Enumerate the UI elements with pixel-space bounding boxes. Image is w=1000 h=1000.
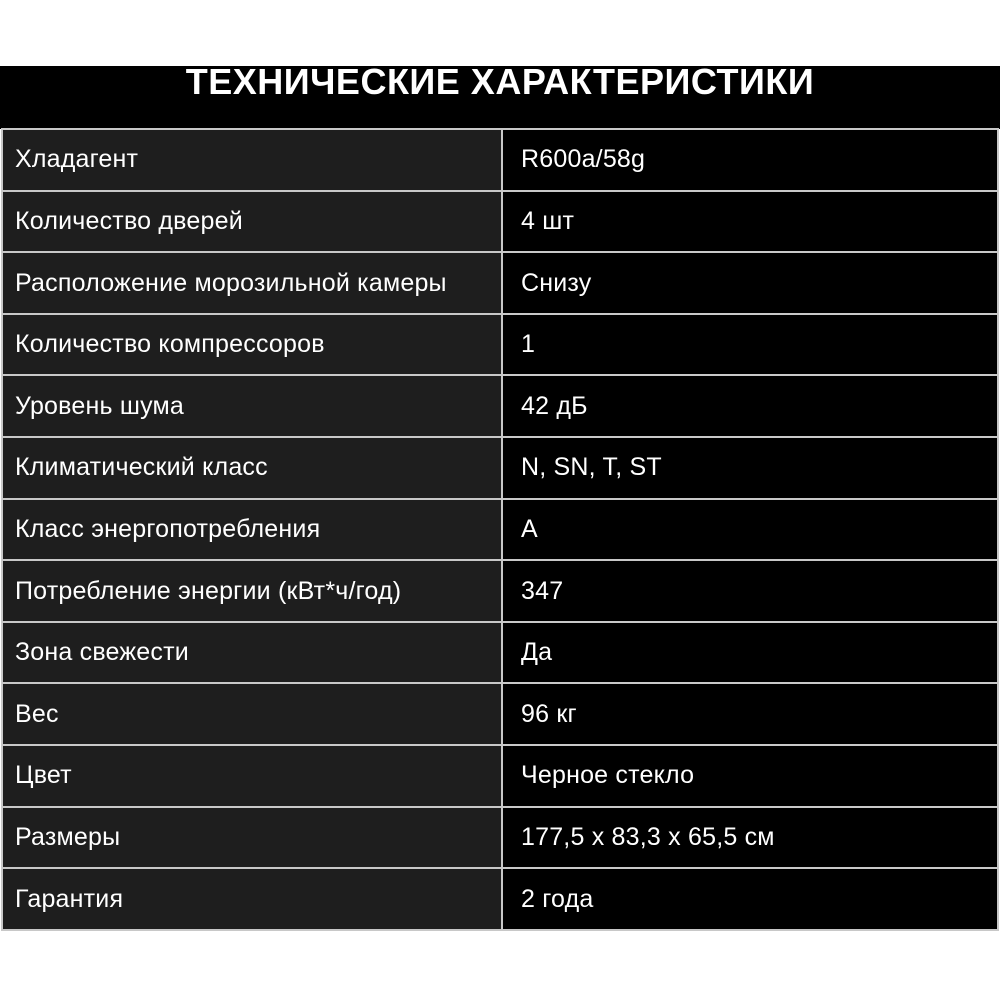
page-title: ТЕХНИЧЕСКИЕ ХАРАКТЕРИСТИКИ	[185, 61, 815, 102]
spec-label: Расположение морозильной камеры	[2, 252, 502, 314]
spec-label: Вес	[2, 683, 502, 745]
spec-value: 96 кг	[502, 683, 998, 745]
spec-label: Размеры	[2, 807, 502, 869]
table-row	[2, 560, 998, 622]
table-row	[2, 622, 998, 684]
spec-value: R600a/58g	[502, 129, 998, 191]
spec-label: Климатический класс	[2, 437, 502, 499]
table-row	[2, 807, 998, 869]
table-row	[2, 375, 998, 437]
table-row	[2, 252, 998, 314]
spec-label: Уровень шума	[2, 375, 502, 437]
spec-label: Хладагент	[2, 129, 502, 191]
table-row	[2, 499, 998, 561]
table-row	[2, 437, 998, 499]
spec-value: Черное стекло	[502, 745, 998, 807]
table-row	[2, 745, 998, 807]
spec-value: 2 года	[502, 868, 998, 930]
bottom-margin	[0, 931, 1000, 1000]
spec-value: 42 дБ	[502, 375, 998, 437]
spec-label: Количество дверей	[2, 191, 502, 253]
spec-label: Цвет	[2, 745, 502, 807]
spec-value: 1	[502, 314, 998, 376]
spec-label: Количество компрессоров	[2, 314, 502, 376]
spec-value: 347	[502, 560, 998, 622]
table-row	[2, 129, 998, 191]
spec-value: Снизу	[502, 252, 998, 314]
spec-label: Гарантия	[2, 868, 502, 930]
table-row	[2, 683, 998, 745]
table-row	[2, 191, 998, 253]
spec-value: 177,5 х 83,3 х 65,5 см	[502, 807, 998, 869]
spec-label: Класс энергопотребления	[2, 499, 502, 561]
spec-value: A	[502, 499, 998, 561]
spec-label: Потребление энергии (кВт*ч/год)	[2, 560, 502, 622]
table-row	[2, 868, 998, 930]
spec-value: 4 шт	[502, 191, 998, 253]
spec-table	[1, 128, 999, 931]
spec-label: Зона свежести	[2, 622, 502, 684]
spec-value: Да	[502, 622, 998, 684]
spec-value: N, SN, T, ST	[502, 437, 998, 499]
table-row	[2, 314, 998, 376]
header-bar	[0, 61, 1000, 129]
